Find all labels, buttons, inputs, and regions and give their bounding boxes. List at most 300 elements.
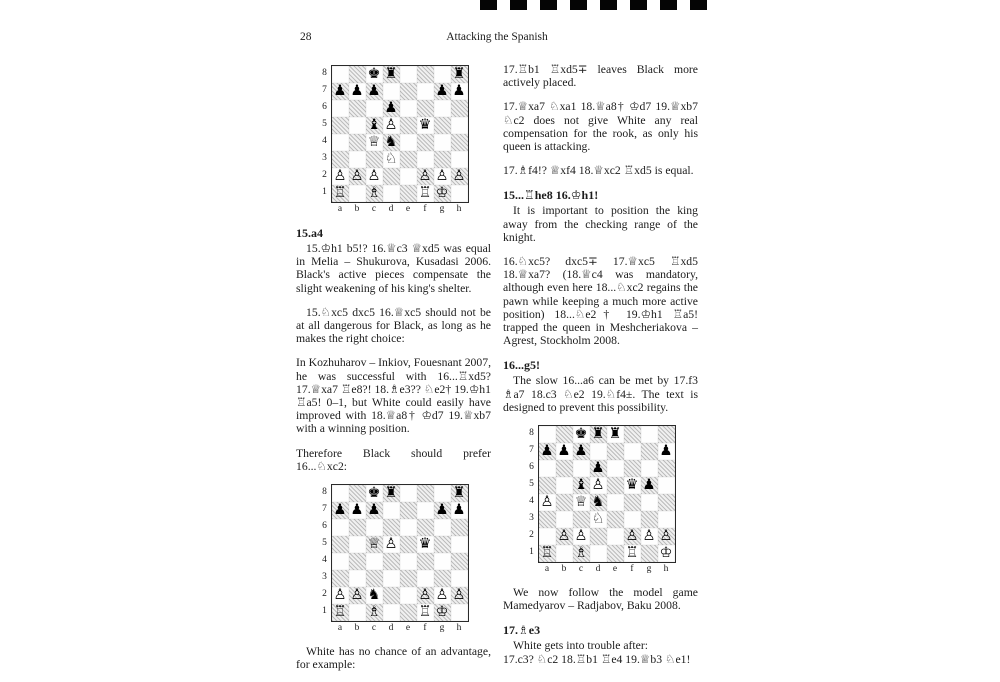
board-square [400,134,417,151]
board-square [366,185,383,202]
board-square [366,570,383,587]
board-square [434,502,451,519]
chess-piece-n: ♞ [367,587,381,604]
chess-piece-r: ♜ [591,426,605,443]
board-square [573,545,590,562]
board-square [539,443,556,460]
board-square [366,536,383,553]
board-square [556,426,573,443]
chess-board [331,65,469,203]
paragraph: It is important to position the king away from the checking range of the knight. [503,204,698,244]
chess-piece-K: ♔ [435,185,449,201]
chess-piece-B: ♗ [367,185,381,201]
board-square [641,528,658,545]
board-square [607,494,624,511]
board-square [366,117,383,134]
board-square [539,426,556,443]
file-labels: a b c d e f g h [544,564,669,575]
board-square [383,151,400,168]
chess-piece-p: ♟ [333,83,347,99]
chess-piece-P: ♙ [574,528,588,545]
paragraph: 17.♕xa7 ♘xa1 18.♕a8† ♔d7 19.♕xb7 ♘c2 does not give White any real compensation for the rook, as only his queen is attacking. [503,100,698,154]
board-square [383,100,400,117]
board-square [590,477,607,494]
board-square [417,66,434,83]
paragraph: 17.♗f4!? ♕xf4 18.♕xc2 ♖xd5 is equal. [503,164,694,178]
chess-piece-P: ♙ [625,528,639,545]
board-square [417,151,434,168]
board-square [556,443,573,460]
board-square [383,83,400,100]
board-square [641,494,658,511]
page-number: 28 [300,31,312,43]
board-square [539,528,556,545]
board-square [400,519,417,536]
board-square [451,604,468,621]
board-square [349,570,366,587]
board-square [658,511,675,528]
board-square [332,83,349,100]
board-square [556,460,573,477]
chess-piece-R: ♖ [333,185,347,201]
board-square [607,545,624,562]
chess-piece-R: ♖ [540,545,554,562]
board-square [607,511,624,528]
chess-piece-p: ♟ [367,83,381,99]
chess-piece-q: ♛ [418,117,432,133]
board-square [332,151,349,168]
board-square [349,66,366,83]
board-square [349,83,366,100]
board-square [417,134,434,151]
board-square [383,117,400,134]
board-square [573,477,590,494]
board-square [400,604,417,621]
chess-piece-p: ♟ [452,502,466,519]
chess-piece-p: ♟ [435,502,449,519]
board-square [349,134,366,151]
chess-piece-q: ♛ [625,477,639,494]
board-square [332,587,349,604]
chess-piece-r: ♜ [384,66,398,82]
board-square [332,66,349,83]
board-square [366,66,383,83]
board-square [434,536,451,553]
board-square [417,553,434,570]
chess-piece-B: ♗ [574,545,588,562]
board-square [400,587,417,604]
board-square [556,545,573,562]
chess-piece-P: ♙ [452,168,466,184]
board-square [658,460,675,477]
board-square [590,443,607,460]
board-square [417,485,434,502]
move-heading: 16...g5! [503,358,540,373]
board-square [451,185,468,202]
board-square [607,426,624,443]
board-square [366,485,383,502]
board-square [332,134,349,151]
chess-piece-Q: ♕ [367,134,381,150]
chess-piece-r: ♜ [452,485,466,502]
board-square [607,528,624,545]
chess-piece-P: ♙ [350,587,364,604]
chess-piece-Q: ♕ [574,494,588,511]
board-square [556,494,573,511]
board-square [366,168,383,185]
board-square [400,502,417,519]
board-square [383,604,400,621]
board-square [434,134,451,151]
board-square [400,553,417,570]
board-square [417,587,434,604]
board-square [366,502,383,519]
chess-piece-p: ♟ [642,477,656,494]
board-square [573,443,590,460]
board-square [417,168,434,185]
board-square [451,134,468,151]
chess-piece-n: ♞ [591,494,605,511]
board-square [539,545,556,562]
board-square [400,83,417,100]
board-square [332,485,349,502]
chess-piece-P: ♙ [367,168,381,184]
paragraph: We now follow the model game Mamedyarov – Radjabov, Baku 2008. [503,586,698,613]
board-square [383,553,400,570]
move-heading: 15.a4 [296,226,323,240]
board-square [573,494,590,511]
board-square [349,117,366,134]
rank-labels: 8 7 6 5 4 3 2 1 [322,487,327,617]
board-square [400,185,417,202]
board-square [349,185,366,202]
chess-piece-P: ♙ [642,528,656,545]
board-square [332,553,349,570]
chess-piece-P: ♙ [418,168,432,184]
chess-piece-P: ♙ [540,494,554,511]
chess-piece-p: ♟ [452,83,466,99]
board-square [349,151,366,168]
board-square [590,494,607,511]
chess-piece-q: ♛ [418,536,432,553]
board-square [624,528,641,545]
board-square [451,553,468,570]
chess-piece-Q: ♕ [367,536,381,553]
board-square [658,426,675,443]
board-square [400,536,417,553]
paragraph: Therefore Black should prefer 16...♘xc2: [296,446,491,473]
board-square [400,485,417,502]
board-square [400,117,417,134]
chess-piece-p: ♟ [384,100,398,116]
board-square [434,587,451,604]
file-labels: a b c d e f g h [337,204,462,214]
board-square [607,460,624,477]
chess-piece-K: ♔ [435,604,449,621]
board-square [383,134,400,151]
paragraph: 17.c3? ♘c2 18.♖b1 ♖e4 19.♕b3 ♘e1! [503,652,691,666]
board-square [624,545,641,562]
board-square [400,100,417,117]
chess-piece-R: ♖ [418,185,432,201]
board-square [417,604,434,621]
board-square [349,536,366,553]
chess-piece-P: ♙ [384,536,398,553]
board-square [383,485,400,502]
rank-labels: 8 7 6 5 4 3 2 1 [529,428,534,558]
board-square [451,536,468,553]
chess-piece-p: ♟ [435,83,449,99]
board-square [332,519,349,536]
board-square [658,545,675,562]
paragraph: White gets into trouble after: [513,639,649,653]
chess-diagram-1 [319,65,469,216]
chess-piece-p: ♟ [350,502,364,519]
board-square [366,134,383,151]
board-square [434,117,451,134]
board-square [332,168,349,185]
board-square [349,587,366,604]
board-square [624,511,641,528]
chess-piece-P: ♙ [591,477,605,494]
board-square [556,477,573,494]
board-square [349,604,366,621]
chess-piece-P: ♙ [557,528,571,545]
chess-piece-b: ♝ [367,117,381,133]
board-square [590,545,607,562]
board-square [658,477,675,494]
chess-piece-p: ♟ [333,502,347,519]
board-square [349,502,366,519]
board-square [590,460,607,477]
board-square [366,100,383,117]
board-square [641,477,658,494]
chess-piece-N: ♘ [384,151,398,167]
board-square [400,151,417,168]
board-square [451,66,468,83]
board-square [332,570,349,587]
chess-piece-k: ♚ [574,426,588,443]
board-square [349,519,366,536]
board-square [590,426,607,443]
chess-piece-P: ♙ [452,587,466,604]
board-square [332,185,349,202]
board-square [349,100,366,117]
board-square [434,604,451,621]
chess-piece-p: ♟ [367,502,381,519]
paragraph: 15.♔h1 b5!? 16.♕c3 ♕xd5 was equal in Melia – Shukurova, Kusadasi 2006. Black's active pieces compensate the slight weakening of his king's shelter. [296,242,491,295]
chess-piece-p: ♟ [350,83,364,99]
board-square [383,570,400,587]
board-square [641,511,658,528]
chess-piece-P: ♙ [350,168,364,184]
board-square [556,511,573,528]
board-square [556,528,573,545]
chess-piece-P: ♙ [659,528,673,545]
board-square [573,528,590,545]
board-square [366,519,383,536]
chess-piece-P: ♙ [418,587,432,604]
board-square [366,587,383,604]
chess-piece-p: ♟ [659,443,673,460]
board-square [383,536,400,553]
chess-piece-k: ♚ [367,66,381,82]
board-square [607,477,624,494]
board-square [434,100,451,117]
board-square [658,443,675,460]
rank-labels: 8 7 6 5 4 3 2 1 [322,68,327,197]
chess-diagram-2 [319,484,469,635]
board-square [417,570,434,587]
chess-piece-K: ♔ [659,545,673,562]
board-square [366,553,383,570]
board-square [607,443,624,460]
board-square [383,66,400,83]
board-square [641,460,658,477]
page-content [296,63,698,682]
board-square [417,83,434,100]
chess-piece-p: ♟ [591,460,605,477]
running-header: Attacking the Spanish [446,31,548,43]
chess-board [331,484,469,622]
board-square [624,494,641,511]
board-square [658,528,675,545]
chess-piece-R: ♖ [625,545,639,562]
board-square [539,477,556,494]
board-square [573,426,590,443]
board-square [641,443,658,460]
chess-piece-P: ♙ [384,117,398,133]
move-heading: 15...♖he8 16.♔h1! [503,188,599,203]
board-square [451,151,468,168]
board-square [451,570,468,587]
board-square [417,536,434,553]
file-labels: a b c d e f g h [337,623,462,634]
move-heading: 17.♗e3 [503,623,541,638]
board-square [624,460,641,477]
chess-piece-P: ♙ [333,587,347,604]
chess-piece-P: ♙ [435,587,449,604]
board-square [417,519,434,536]
chess-piece-r: ♜ [384,485,398,502]
board-square [434,553,451,570]
paragraph: The slow 16...a6 can be met by 17.f3 ♗a7 18.c3 ♘e2 19.♘f4±. The text is designed to prevent this possibility. [503,374,698,414]
paragraph: 15.♘xc5 dxc5 16.♕xc5 should not be at all dangerous for Black, as long as he makes the right choice: [296,305,491,346]
board-square [434,485,451,502]
chess-piece-R: ♖ [333,604,347,621]
board-square [400,66,417,83]
board-square [434,168,451,185]
paragraph: 16.♘xc5? dxc5∓ 17.♕xc5 ♖xd5 18.♕xa7? (18.♕c4 was mandatory, although even here 18...♘xc2 regains the pawn while keeping a much more active position) 18...♘e2† 19.♔h1 ♖a5! trapped the queen in Meshcheriakova – Agrest, Stockholm 2008. [503,255,698,348]
chess-piece-p: ♟ [540,443,554,460]
board-square [590,511,607,528]
board-square [332,117,349,134]
paragraph: 17.♖b1 ♖xd5∓ leaves Black more actively placed. [503,63,698,90]
chess-piece-P: ♙ [435,168,449,184]
board-square [383,185,400,202]
board-square [573,511,590,528]
board-square [451,485,468,502]
board-square [417,117,434,134]
board-square [417,100,434,117]
chess-diagram-3 [526,425,676,576]
chess-piece-b: ♝ [574,477,588,494]
board-square [590,528,607,545]
board-square [641,426,658,443]
page-header [296,31,698,49]
chess-piece-B: ♗ [367,604,381,621]
board-square [383,168,400,185]
paragraph: White has no chance of an advantage, for example: [296,645,491,672]
board-square [573,460,590,477]
board-square [332,100,349,117]
board-square [417,185,434,202]
board-square [624,426,641,443]
board-square [641,545,658,562]
board-square [383,502,400,519]
board-square [434,151,451,168]
board-square [451,502,468,519]
board-square [434,66,451,83]
chess-piece-r: ♜ [608,426,622,443]
left-column [296,63,491,682]
board-square [434,519,451,536]
chess-piece-R: ♖ [418,604,432,621]
board-square [400,168,417,185]
board-square [451,100,468,117]
board-square [349,485,366,502]
board-square [451,587,468,604]
chess-piece-N: ♘ [591,511,605,528]
board-square [451,168,468,185]
board-square [539,511,556,528]
chess-piece-p: ♟ [557,443,571,460]
board-square [434,570,451,587]
board-square [434,185,451,202]
board-square [383,519,400,536]
board-square [332,536,349,553]
board-square [451,83,468,100]
board-square [624,443,641,460]
chess-board [538,425,676,563]
chess-piece-k: ♚ [367,485,381,502]
chess-piece-p: ♟ [574,443,588,460]
board-square [366,604,383,621]
board-square [366,83,383,100]
paragraph: In Kozhuharov – Inkiov, Fouesnant 2007, he was successful with 16...♖xd5? 17.♕xa7 ♖e8?! 18.♗e3?? ♘e2† 19.♔h1 ♖a5! 0–1, but White could easily have improved with 18.♕a8† ♔d7 19.♕xb7 with a winning position. [296,356,491,436]
board-square [400,570,417,587]
board-square [539,460,556,477]
board-square [451,519,468,536]
board-square [624,477,641,494]
chess-piece-n: ♞ [384,134,398,150]
board-square [451,117,468,134]
board-square [332,604,349,621]
board-square [383,587,400,604]
right-column [503,63,698,682]
chess-piece-r: ♜ [452,66,466,82]
board-square [539,494,556,511]
board-square [332,502,349,519]
chess-piece-P: ♙ [333,168,347,184]
board-square [434,83,451,100]
page-edge-filmstrip-decoration [480,0,711,10]
board-square [658,494,675,511]
board-square [349,168,366,185]
board-square [417,502,434,519]
board-square [366,151,383,168]
board-square [349,553,366,570]
